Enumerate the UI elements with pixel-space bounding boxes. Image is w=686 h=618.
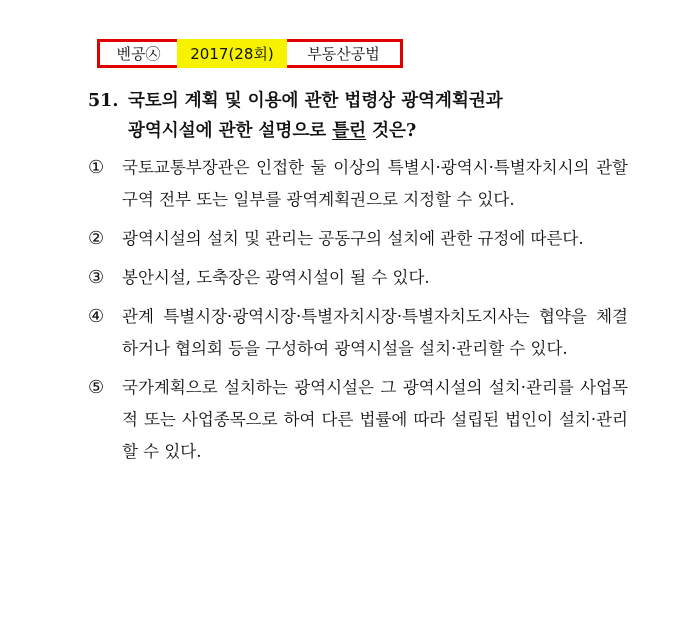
option-text: 국가계획으로 설치하는 광역시설은 그 광역시설의 설치·관리를 사업목적 또는 사업종목으로 하여 다른 법률에 따라 설립된 법인이 설치·관리할 수 있다. <box>122 378 628 461</box>
answer-option-2[interactable] <box>88 223 628 255</box>
option-text: 관계 특별시장·광역시장·특별자치시장·특별자치도지사는 협약을 체결하거나 협의회 등을 구성하여 광역시설을 설치·관리할 수 있다. <box>122 307 628 358</box>
option-marker: ① <box>88 157 105 178</box>
question-line-2 <box>88 116 628 146</box>
exam-label: 벤공㉦ <box>97 39 177 68</box>
question-stem <box>88 86 628 146</box>
exam-year-label: 2017(28회) <box>177 39 287 68</box>
question-underlined-keyword: 틀린 <box>332 121 367 141</box>
question-text-line-2-start: 광역시설에 관한 설명으로 <box>128 121 333 141</box>
option-text: 봉안시설, 도축장은 광역시설이 될 수 있다. <box>122 268 430 287</box>
answer-option-5[interactable] <box>88 372 628 468</box>
option-marker: ③ <box>88 267 105 288</box>
answer-options <box>88 152 628 475</box>
answer-option-1[interactable] <box>88 152 628 216</box>
exam-header <box>97 39 403 68</box>
question-line-1 <box>88 86 628 116</box>
exam-subject-label: 부동산공법 <box>287 39 403 68</box>
answer-option-4[interactable] <box>88 301 628 365</box>
option-text: 국토교통부장관은 인접한 둘 이상의 특별시·광역시·특별자치시의 관할 구역 전부 또는 일부를 광역계획권으로 지정할 수 있다. <box>122 158 628 209</box>
option-text: 광역시설의 설치 및 관리는 공동구의 설치에 관한 규정에 따른다. <box>122 229 584 248</box>
option-marker: ④ <box>88 306 105 327</box>
answer-option-3[interactable] <box>88 262 628 294</box>
option-marker: ⑤ <box>88 377 105 398</box>
question-text-line-1: 국토의 계획 및 이용에 관한 법령상 광역계획권과 <box>128 91 503 111</box>
question-number: 51. <box>88 91 119 111</box>
question-text-line-2-end: 것은? <box>366 121 417 141</box>
option-marker: ② <box>88 228 105 249</box>
